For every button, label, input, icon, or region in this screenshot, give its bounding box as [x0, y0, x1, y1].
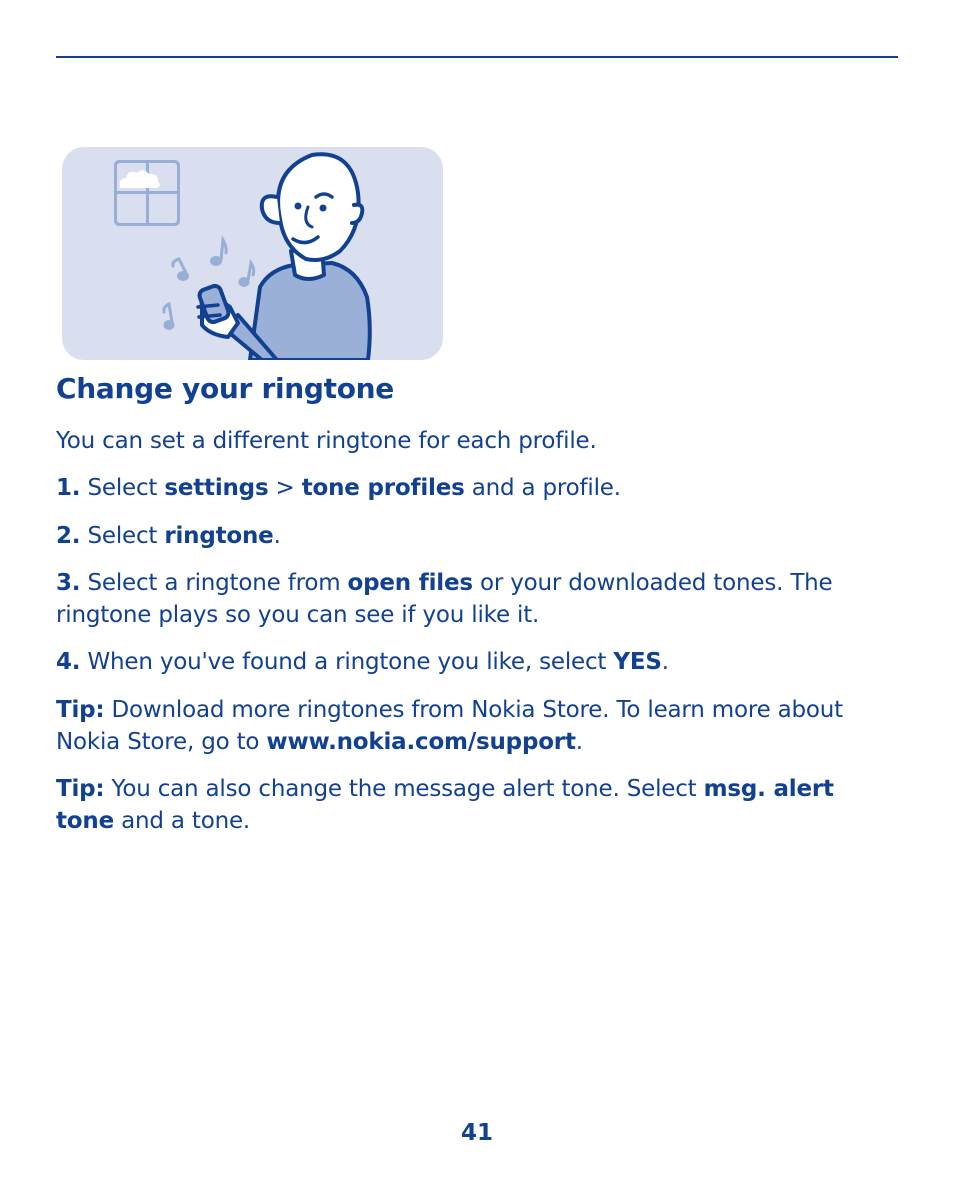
step-3: 3. Select a ringtone from open files or your downloaded tones. The ringtone plays so you can see if you like it.	[56, 570, 833, 628]
window-icon	[114, 160, 180, 226]
step-1: 1. Select settings > tone profiles and a profile.	[56, 475, 621, 501]
page-number: 41	[460, 1120, 493, 1146]
section-title: Change your ringtone	[56, 372, 394, 405]
tip-label: Tip:	[56, 776, 105, 802]
tip-2: Tip: You can also change the message alert tone. Select msg. alert tone and a tone.	[56, 776, 834, 834]
header-rule	[56, 56, 898, 58]
menu-item-tone-profiles: tone profiles	[301, 475, 465, 501]
tip-1: Tip: Download more ringtones from Nokia Store. To learn more about Nokia Store, go to www.nokia.com/support.	[56, 697, 843, 755]
support-link: www.nokia.com/support	[266, 729, 576, 755]
step-number: 3.	[56, 570, 81, 596]
step-number: 4.	[56, 649, 81, 675]
intro-paragraph: You can set a different ringtone for each profile.	[56, 428, 597, 454]
step-4: 4. When you've found a ringtone you like, select YES.	[56, 649, 669, 675]
step-number: 1.	[56, 475, 81, 501]
tip-label: Tip:	[56, 697, 105, 723]
menu-item-msg-alert-tone: msg. alert tone	[56, 776, 834, 834]
menu-item-settings: settings	[164, 475, 269, 501]
step-2: 2. Select ringtone.	[56, 523, 281, 549]
step-number: 2.	[56, 523, 81, 549]
ringtone-illustration	[62, 147, 443, 360]
menu-item-open-files: open files	[347, 570, 473, 596]
option-yes: YES	[613, 649, 662, 675]
menu-item-ringtone: ringtone	[164, 523, 274, 549]
